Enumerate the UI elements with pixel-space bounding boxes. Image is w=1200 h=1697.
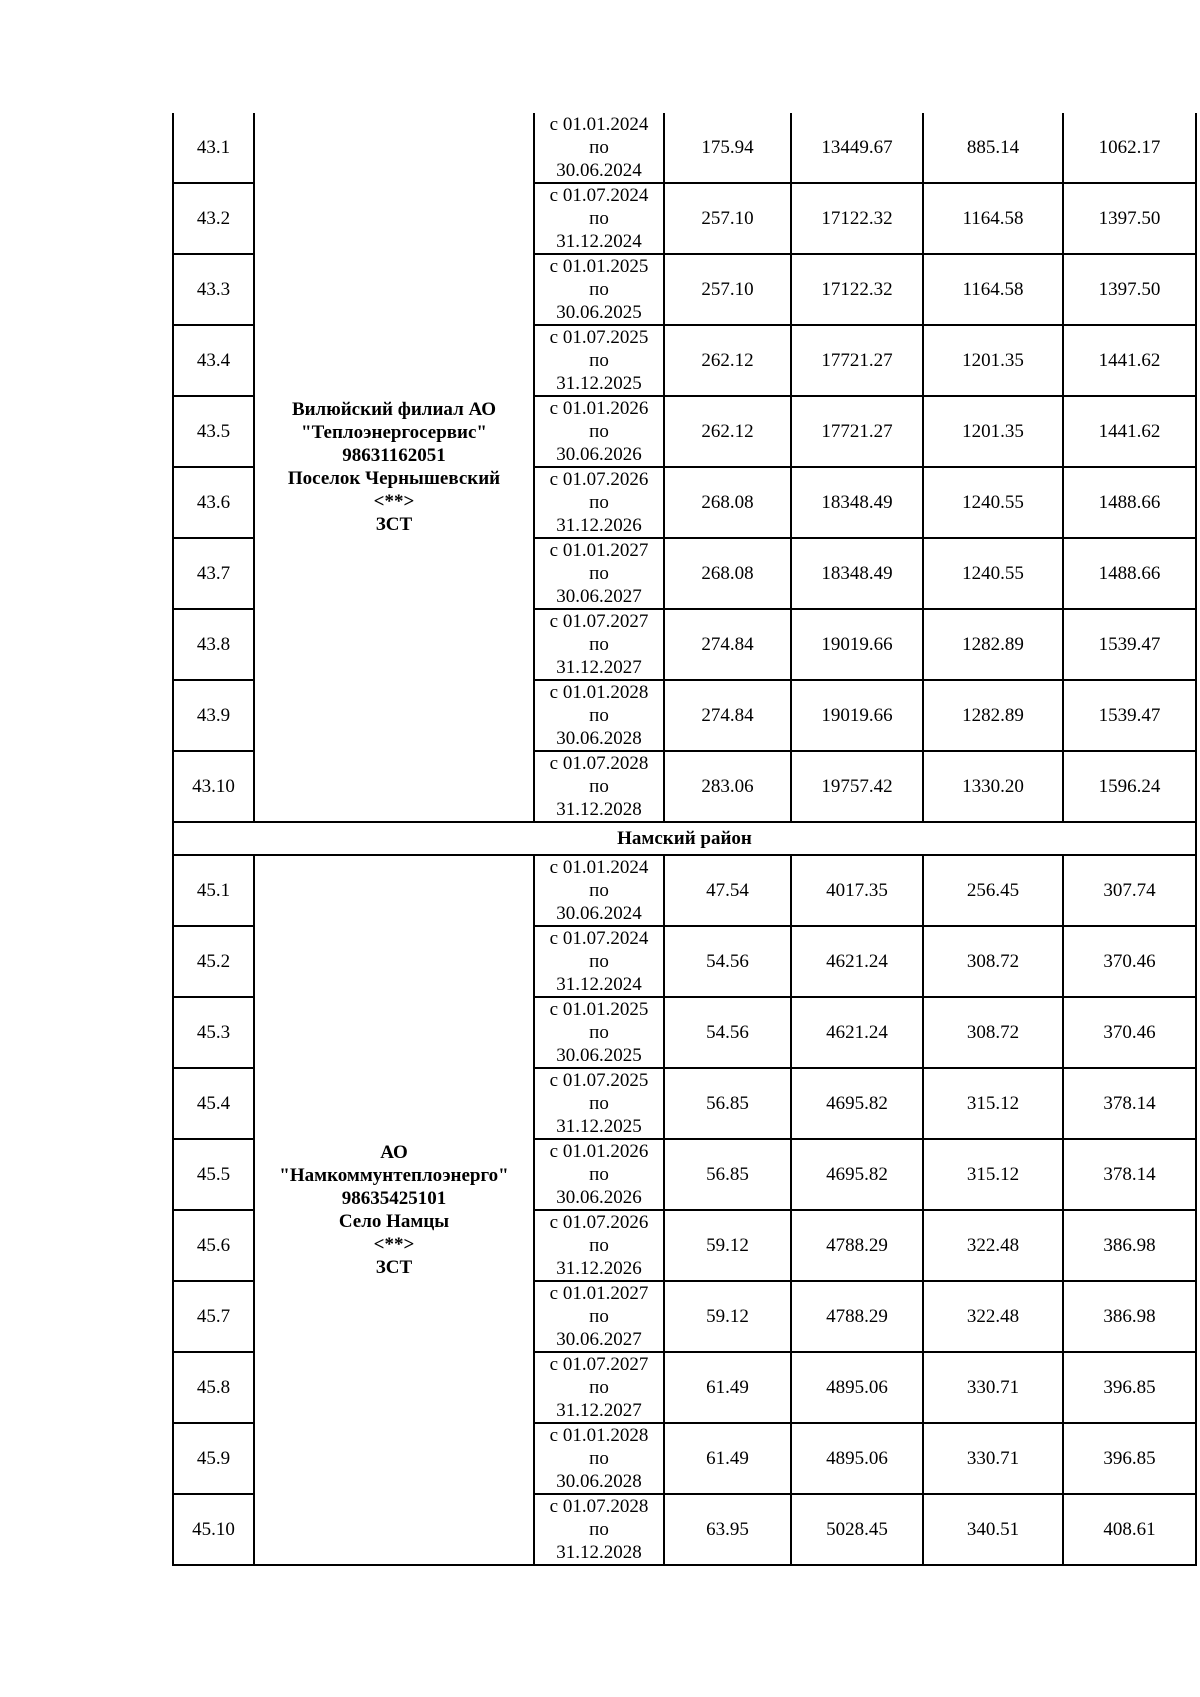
period-cell: с 01.07.2024 по 31.12.2024 <box>534 183 664 254</box>
period-cell: с 01.07.2027 по 31.12.2027 <box>534 1352 664 1423</box>
row-number-cell: 45.6 <box>173 1210 254 1281</box>
value-cell-3: 315.12 <box>923 1068 1063 1139</box>
period-cell: с 01.07.2026 по 31.12.2026 <box>534 1210 664 1281</box>
row-number-cell: 45.5 <box>173 1139 254 1210</box>
value-cell-1: 54.56 <box>664 997 791 1068</box>
value-cell-2: 4895.06 <box>791 1423 923 1494</box>
value-cell-1: 268.08 <box>664 538 791 609</box>
value-cell-4: 396.85 <box>1063 1423 1196 1494</box>
value-cell-1: 59.12 <box>664 1281 791 1352</box>
period-cell: с 01.01.2025 по 30.06.2025 <box>534 254 664 325</box>
value-cell-3: 308.72 <box>923 997 1063 1068</box>
period-cell: с 01.01.2024 по 30.06.2024 <box>534 113 664 183</box>
value-cell-2: 19019.66 <box>791 609 923 680</box>
value-cell-4: 1062.17 <box>1063 113 1196 183</box>
value-cell-2: 19019.66 <box>791 680 923 751</box>
value-cell-3: 1164.58 <box>923 254 1063 325</box>
value-cell-2: 4788.29 <box>791 1281 923 1352</box>
value-cell-2: 18348.49 <box>791 467 923 538</box>
value-cell-4: 378.14 <box>1063 1068 1196 1139</box>
value-cell-4: 1397.50 <box>1063 254 1196 325</box>
row-number-cell: 43.4 <box>173 325 254 396</box>
row-number-cell: 43.8 <box>173 609 254 680</box>
value-cell-3: 340.51 <box>923 1494 1063 1565</box>
value-cell-1: 175.94 <box>664 113 791 183</box>
value-cell-2: 4695.82 <box>791 1068 923 1139</box>
value-cell-3: 1201.35 <box>923 396 1063 467</box>
table-row <box>173 855 1196 926</box>
row-number-cell: 43.10 <box>173 751 254 822</box>
value-cell-1: 59.12 <box>664 1210 791 1281</box>
row-number-cell: 45.2 <box>173 926 254 997</box>
value-cell-4: 386.98 <box>1063 1210 1196 1281</box>
value-cell-3: 1282.89 <box>923 680 1063 751</box>
table-row <box>173 113 1196 183</box>
period-cell: с 01.07.2028 по 31.12.2028 <box>534 751 664 822</box>
value-cell-1: 56.85 <box>664 1068 791 1139</box>
period-cell: с 01.07.2026 по 31.12.2026 <box>534 467 664 538</box>
period-cell: с 01.01.2026 по 30.06.2026 <box>534 396 664 467</box>
value-cell-2: 4695.82 <box>791 1139 923 1210</box>
value-cell-2: 4621.24 <box>791 997 923 1068</box>
row-number-cell: 45.4 <box>173 1068 254 1139</box>
value-cell-2: 4017.35 <box>791 855 923 926</box>
period-cell: с 01.01.2026 по 30.06.2026 <box>534 1139 664 1210</box>
row-number-cell: 43.5 <box>173 396 254 467</box>
period-cell: с 01.07.2027 по 31.12.2027 <box>534 609 664 680</box>
section-header-row <box>173 822 1196 855</box>
row-number-cell: 45.8 <box>173 1352 254 1423</box>
value-cell-4: 396.85 <box>1063 1352 1196 1423</box>
value-cell-2: 17721.27 <box>791 325 923 396</box>
value-cell-4: 1539.47 <box>1063 680 1196 751</box>
value-cell-2: 4895.06 <box>791 1352 923 1423</box>
value-cell-4: 1488.66 <box>1063 467 1196 538</box>
row-number-cell: 45.7 <box>173 1281 254 1352</box>
value-cell-2: 4788.29 <box>791 1210 923 1281</box>
period-cell: с 01.07.2025 по 31.12.2025 <box>534 1068 664 1139</box>
organization-cell: Вилюйский филиал АО "Теплоэнергосервис" 98631162051 Поселок Чернышевский <**> ЗСТ <box>254 113 534 822</box>
value-cell-4: 1441.62 <box>1063 325 1196 396</box>
period-cell: с 01.01.2027 по 30.06.2027 <box>534 538 664 609</box>
value-cell-2: 17122.32 <box>791 183 923 254</box>
period-cell: с 01.01.2025 по 30.06.2025 <box>534 997 664 1068</box>
value-cell-3: 322.48 <box>923 1210 1063 1281</box>
value-cell-2: 13449.67 <box>791 113 923 183</box>
value-cell-4: 408.61 <box>1063 1494 1196 1565</box>
value-cell-1: 274.84 <box>664 609 791 680</box>
value-cell-1: 257.10 <box>664 254 791 325</box>
value-cell-1: 61.49 <box>664 1352 791 1423</box>
value-cell-2: 18348.49 <box>791 538 923 609</box>
value-cell-3: 308.72 <box>923 926 1063 997</box>
value-cell-3: 322.48 <box>923 1281 1063 1352</box>
value-cell-1: 56.85 <box>664 1139 791 1210</box>
row-number-cell: 43.9 <box>173 680 254 751</box>
section-title: Намский район <box>173 822 1196 855</box>
value-cell-3: 315.12 <box>923 1139 1063 1210</box>
value-cell-1: 283.06 <box>664 751 791 822</box>
period-cell: с 01.01.2027 по 30.06.2027 <box>534 1281 664 1352</box>
value-cell-1: 47.54 <box>664 855 791 926</box>
value-cell-3: 330.71 <box>923 1423 1063 1494</box>
value-cell-4: 1441.62 <box>1063 396 1196 467</box>
tariff-table <box>172 113 1197 1566</box>
value-cell-3: 1240.55 <box>923 467 1063 538</box>
value-cell-1: 61.49 <box>664 1423 791 1494</box>
row-number-cell: 43.3 <box>173 254 254 325</box>
row-number-cell: 43.1 <box>173 113 254 183</box>
organization-cell: АО "Намкоммунтеплоэнерго" 98635425101 Село Намцы <**> ЗСТ <box>254 855 534 1565</box>
value-cell-1: 262.12 <box>664 396 791 467</box>
row-number-cell: 43.2 <box>173 183 254 254</box>
value-cell-4: 1596.24 <box>1063 751 1196 822</box>
value-cell-2: 17721.27 <box>791 396 923 467</box>
period-cell: с 01.01.2028 по 30.06.2028 <box>534 680 664 751</box>
row-number-cell: 45.1 <box>173 855 254 926</box>
row-number-cell: 45.10 <box>173 1494 254 1565</box>
period-cell: с 01.07.2024 по 31.12.2024 <box>534 926 664 997</box>
row-number-cell: 45.3 <box>173 997 254 1068</box>
value-cell-2: 19757.42 <box>791 751 923 822</box>
value-cell-4: 1539.47 <box>1063 609 1196 680</box>
value-cell-4: 386.98 <box>1063 1281 1196 1352</box>
period-cell: с 01.01.2028 по 30.06.2028 <box>534 1423 664 1494</box>
value-cell-3: 330.71 <box>923 1352 1063 1423</box>
tariff-table-body <box>173 113 1196 1565</box>
value-cell-3: 1330.20 <box>923 751 1063 822</box>
value-cell-4: 1397.50 <box>1063 183 1196 254</box>
period-cell: с 01.07.2025 по 31.12.2025 <box>534 325 664 396</box>
value-cell-2: 5028.45 <box>791 1494 923 1565</box>
value-cell-1: 262.12 <box>664 325 791 396</box>
value-cell-3: 1164.58 <box>923 183 1063 254</box>
period-cell: с 01.01.2024 по 30.06.2024 <box>534 855 664 926</box>
value-cell-1: 257.10 <box>664 183 791 254</box>
value-cell-3: 256.45 <box>923 855 1063 926</box>
value-cell-2: 17122.32 <box>791 254 923 325</box>
value-cell-4: 370.46 <box>1063 997 1196 1068</box>
period-cell: с 01.07.2028 по 31.12.2028 <box>534 1494 664 1565</box>
value-cell-4: 307.74 <box>1063 855 1196 926</box>
row-number-cell: 43.6 <box>173 467 254 538</box>
value-cell-3: 1282.89 <box>923 609 1063 680</box>
value-cell-3: 1240.55 <box>923 538 1063 609</box>
value-cell-1: 63.95 <box>664 1494 791 1565</box>
value-cell-1: 274.84 <box>664 680 791 751</box>
value-cell-4: 370.46 <box>1063 926 1196 997</box>
value-cell-1: 268.08 <box>664 467 791 538</box>
value-cell-4: 378.14 <box>1063 1139 1196 1210</box>
value-cell-3: 1201.35 <box>923 325 1063 396</box>
value-cell-1: 54.56 <box>664 926 791 997</box>
row-number-cell: 45.9 <box>173 1423 254 1494</box>
value-cell-2: 4621.24 <box>791 926 923 997</box>
row-number-cell: 43.7 <box>173 538 254 609</box>
value-cell-4: 1488.66 <box>1063 538 1196 609</box>
value-cell-3: 885.14 <box>923 113 1063 183</box>
